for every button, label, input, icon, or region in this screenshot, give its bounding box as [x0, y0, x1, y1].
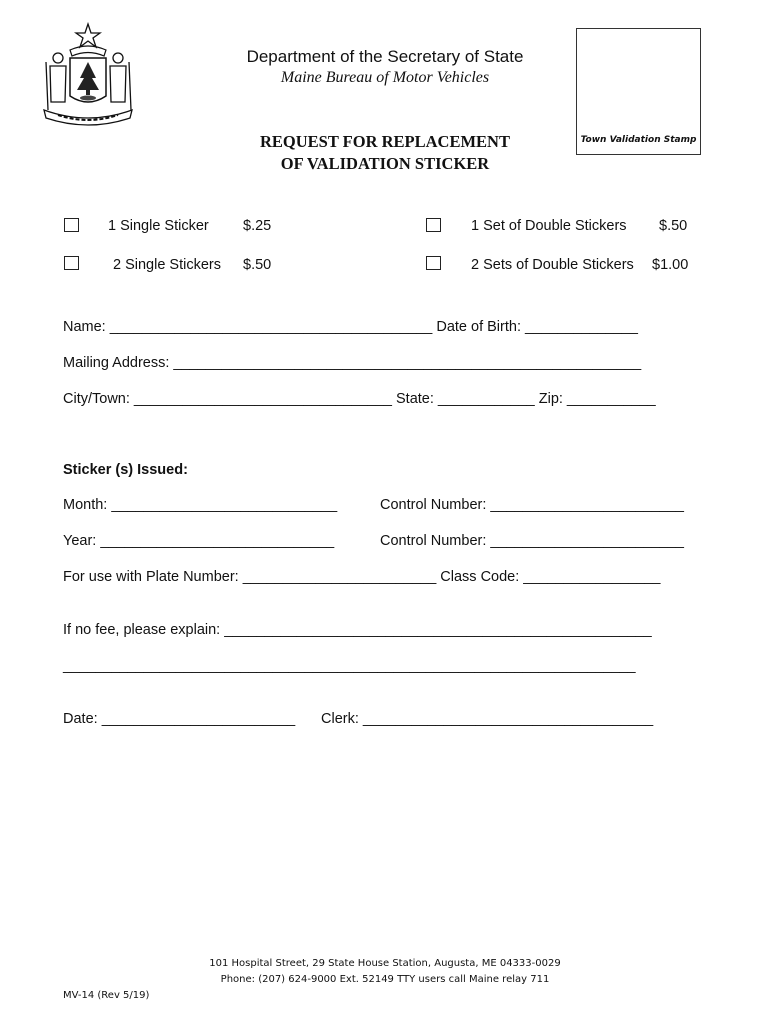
option-2-single-checkbox[interactable] — [64, 256, 79, 270]
footer-phone: Phone: (207) 624-9000 Ext. 52149 TTY users call Maine relay 711 — [220, 974, 550, 985]
control-number-1-field[interactable]: ________________________ — [486, 497, 684, 513]
address-field[interactable]: __________________________________________________________ — [169, 355, 642, 371]
state-field[interactable]: ____________ — [433, 391, 539, 407]
city-label: City/Town: — [63, 391, 130, 407]
option-2-double-checkbox[interactable] — [426, 256, 441, 270]
state-seal-icon — [38, 22, 138, 128]
bureau-name: Maine Bureau of Motor Vehicles — [280, 69, 490, 86]
date-field-row — [63, 711, 295, 727]
address-field-row — [63, 355, 641, 371]
city-field[interactable]: ________________________________ — [129, 391, 397, 407]
month-field-row — [63, 497, 337, 513]
clerk-field[interactable]: ____________________________________ — [358, 711, 654, 727]
option-1-single-checkbox[interactable] — [64, 218, 79, 232]
option-2-single-label: 2 Single Stickers — [113, 257, 221, 273]
control-number-1-label: Control Number: — [380, 497, 487, 513]
year-label: Year: — [63, 533, 97, 549]
plate-number-label: For use with Plate Number: — [63, 569, 239, 585]
plate-number-field[interactable]: ________________________ — [238, 569, 441, 585]
control-number-1-row — [380, 497, 684, 513]
city-field-row — [63, 391, 656, 407]
dob-field[interactable]: ______________ — [520, 319, 638, 335]
state-label: State: — [396, 391, 434, 407]
department-name: Department of the Secretary of State — [246, 47, 524, 66]
no-fee-row — [63, 622, 652, 638]
dob-label: Date of Birth: — [436, 319, 521, 335]
stamp-label: Town Validation Stamp — [580, 135, 697, 145]
zip-label: Zip: — [538, 391, 563, 407]
option-1-double-price: $.50 — [659, 218, 688, 234]
control-number-2-row — [380, 533, 684, 549]
date-field[interactable]: ________________________ — [97, 711, 296, 727]
form-title-line-2: OF VALIDATION STICKER — [280, 154, 490, 173]
form-number: MV-14 (Rev 5/19) — [63, 990, 150, 1001]
option-1-single-label: 1 Single Sticker — [108, 218, 209, 234]
option-1-double-checkbox[interactable] — [426, 218, 441, 232]
year-field-row — [63, 533, 334, 549]
clerk-label: Clerk: — [321, 711, 359, 727]
town-validation-stamp-box — [576, 28, 701, 155]
option-1-double-label: 1 Set of Double Stickers — [471, 218, 627, 234]
month-field[interactable]: ____________________________ — [107, 497, 338, 513]
plate-field-row — [63, 569, 660, 585]
class-code-field[interactable]: _________________ — [519, 569, 661, 585]
control-number-2-label: Control Number: — [380, 533, 487, 549]
name-field[interactable]: ________________________________________ — [105, 319, 437, 335]
option-2-single-price: $.50 — [243, 257, 272, 273]
option-2-double-price: $1.00 — [652, 257, 689, 273]
year-field[interactable]: _____________________________ — [96, 533, 335, 549]
footer-address: 101 Hospital Street, 29 State House Station, Augusta, ME 04333-0029 — [209, 958, 561, 969]
option-1-single-price: $.25 — [243, 218, 272, 234]
no-fee-field-line-2[interactable]: _______________________________________________________________________ — [63, 658, 636, 674]
name-label: Name: — [63, 319, 106, 335]
name-field-row — [63, 319, 638, 335]
date-label: Date: — [63, 711, 98, 727]
form-title-line-1: REQUEST FOR REPLACEMENT — [260, 132, 510, 151]
month-label: Month: — [63, 497, 108, 513]
stickers-issued-heading: Sticker (s) Issued: — [63, 462, 188, 478]
class-code-label: Class Code: — [440, 569, 520, 585]
no-fee-label: If no fee, please explain: — [63, 622, 221, 638]
no-fee-field[interactable]: _____________________________________________________ — [220, 622, 652, 638]
zip-field[interactable]: ___________ — [562, 391, 656, 407]
form-title — [200, 131, 570, 175]
control-number-2-field[interactable]: ________________________ — [486, 533, 684, 549]
address-label: Mailing Address: — [63, 355, 170, 371]
option-2-double-label: 2 Sets of Double Stickers — [471, 257, 634, 273]
clerk-field-row — [321, 711, 653, 727]
